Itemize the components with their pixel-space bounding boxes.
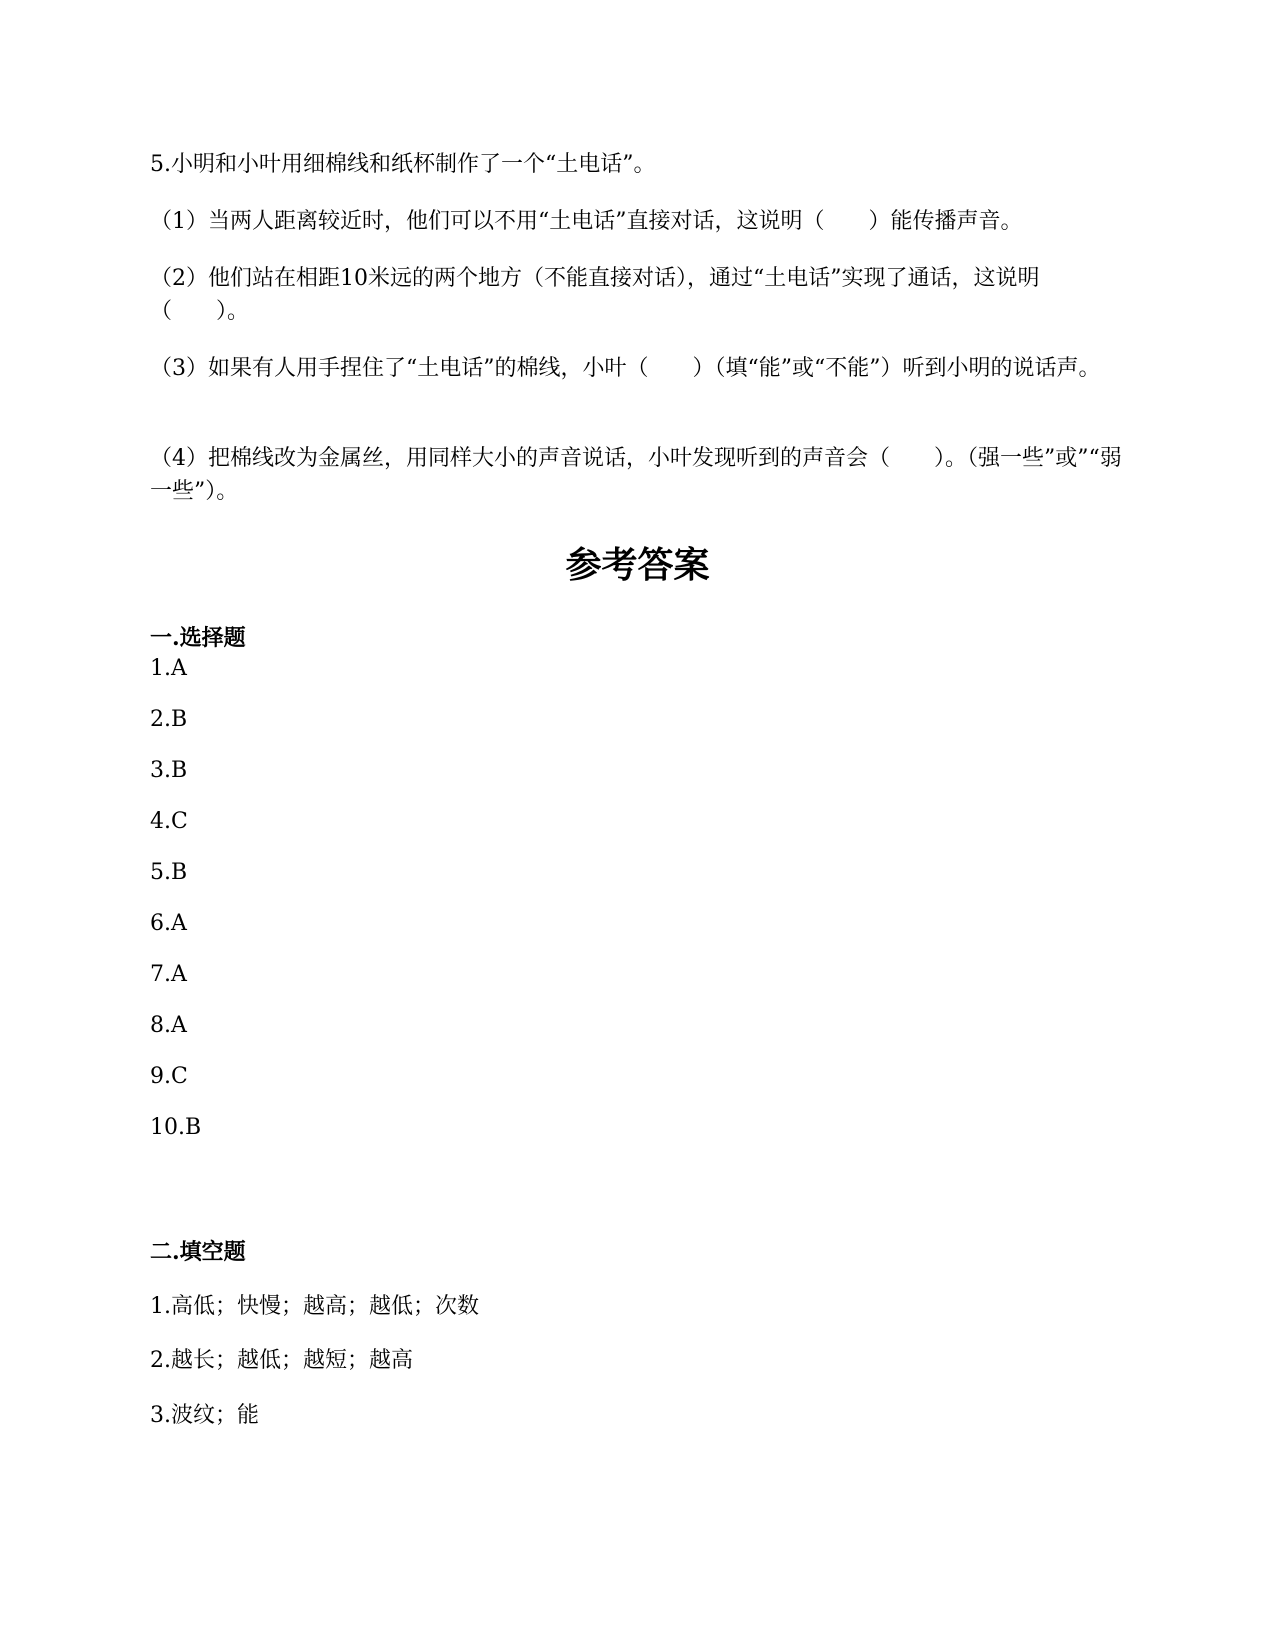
answer-item: 5.B [150, 860, 188, 885]
question-5-part-3: （3）如果有人用手捏住了“土电话”的棉线，小叶（ ）（填“能”或“不能”）听到小明的说话声。 [150, 356, 1101, 381]
answer-item: 3.波纹；能 [150, 1403, 259, 1428]
answer-item: 1.高低；快慢；越高；越低；次数 [150, 1294, 479, 1319]
answer-item: 4.C [150, 809, 188, 834]
answer-item: 9.C [150, 1064, 188, 1089]
answer-item: 2.越长；越低；越短；越高 [150, 1348, 413, 1373]
answer-item: 8.A [150, 1013, 187, 1038]
question-5-part-2: （2）他们站在相距10米远的两个地方（不能直接对话），通过“土电话”实现了通话，这说明（ ）。 [150, 266, 1040, 324]
answer-item: 2.B [150, 707, 188, 732]
section-heading-choice: 一.选择题 [150, 625, 246, 651]
answer-item: 3.B [150, 758, 188, 783]
answer-item: 10.B [150, 1115, 202, 1140]
question-5-part-4: （4）把棉线改为金属丝，用同样大小的声音说话，小叶发现听到的声音会（ ）。（强一些”或”“弱一些”）。 [150, 446, 1122, 504]
answer-item: 7.A [150, 962, 187, 987]
question-5-intro: 5.小明和小叶用细棉线和纸杯制作了一个“土电话”。 [150, 152, 656, 177]
answers-title: 参考答案 [565, 544, 710, 586]
answer-item: 1.A [150, 656, 187, 681]
question-5-part-1: （1）当两人距离较近时，他们可以不用“土电话”直接对话，这说明（ ）能传播声音。 [150, 209, 1023, 234]
answer-item: 6.A [150, 911, 187, 936]
section-heading-fill-in: 二.填空题 [150, 1239, 246, 1265]
